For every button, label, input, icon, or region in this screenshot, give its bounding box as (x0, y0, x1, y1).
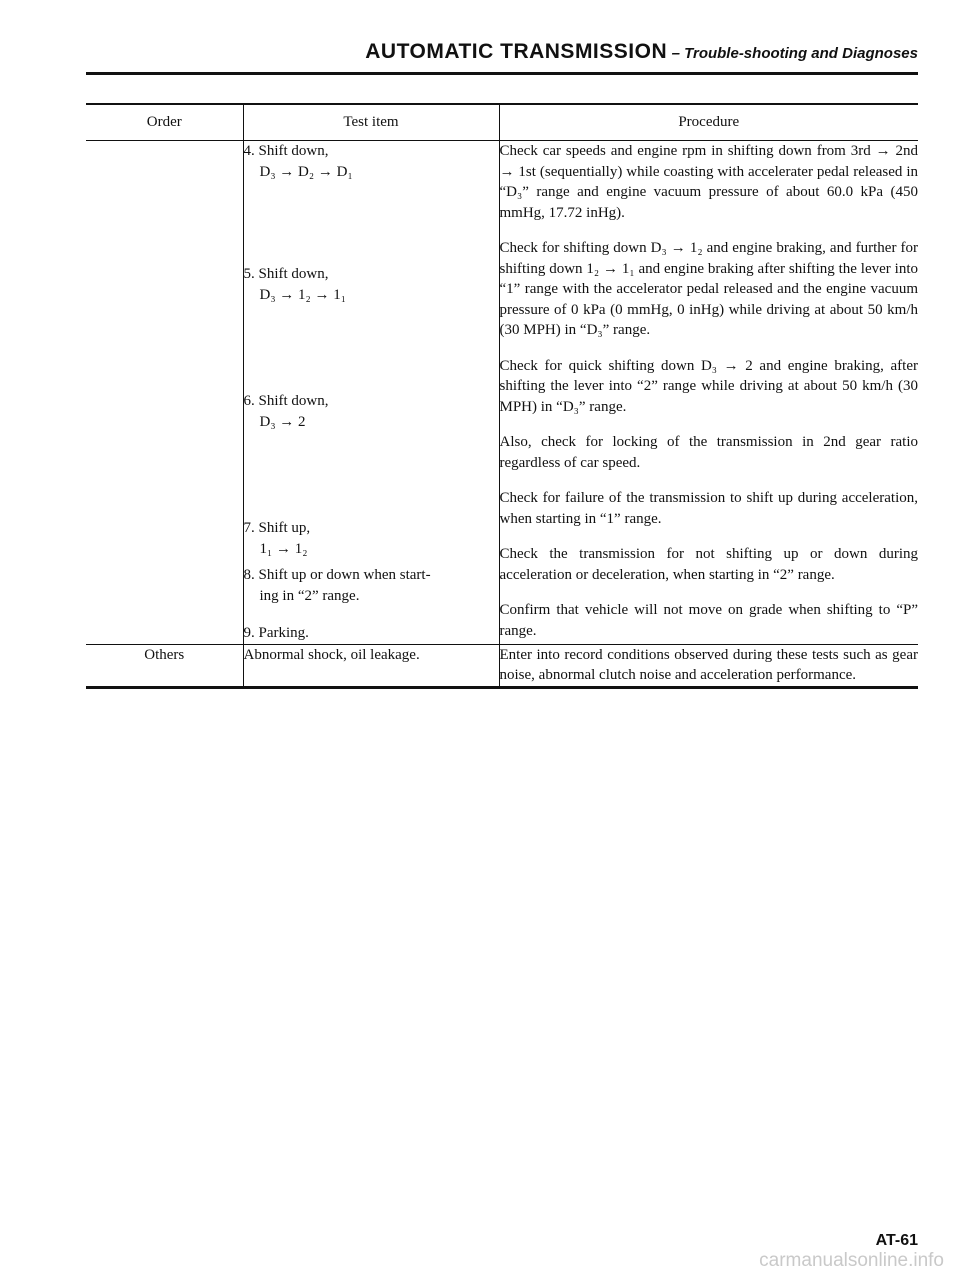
procedure-cell (499, 141, 918, 645)
test-item-sequence: D₃ → D₂ → D₁ (259, 163, 353, 180)
test-item (244, 565, 499, 606)
test-item (244, 141, 499, 182)
watermark: carmanualsonline.info (759, 1250, 944, 1271)
procedure-text: Check for shifting down D₃ → 1₂ and engine braking, and further for shifting down 1₂ → 1₁ and engine braking after shifting the lever into “1” range with the accelerator pedal released and the engine vacuum pressure of 0 kPa (0 mmHg, 0 inHg) while driving at about 50 km/h (30 MPH) in “D₃” range. (499, 240, 918, 338)
order-cell: Others (86, 644, 243, 687)
test-item-label: 7. Shift up, (243, 520, 311, 536)
test-item-sequence: 1₁ → 1₂ (259, 540, 308, 557)
table-row-others (86, 644, 918, 687)
procedure-cell: Enter into record conditions observed during these tests such as gear noise, abnormal clutch noise and acceleration performance. (499, 644, 918, 687)
header-rule (86, 72, 918, 75)
test-item-label: 5. Shift down, (243, 266, 329, 282)
section-title: AUTOMATIC TRANSMISSION (365, 40, 668, 63)
procedure-text: Check for failure of the transmission to shift up during acceleration, when starting in “1” range. (499, 490, 918, 527)
test-item-sequence: ing in “2” range. (259, 587, 360, 604)
test-item (244, 518, 499, 559)
test-item (244, 264, 499, 305)
procedure-text: Check the transmission for not shifting up or down during acceleration or deceleration, when starting in “2” range. (499, 546, 918, 583)
order-cell-empty (86, 141, 243, 645)
test-item-label: 9. Parking. (243, 625, 309, 641)
table-row (86, 141, 918, 645)
procedure-text: Check car speeds and engine rpm in shifting down from 3rd → 2nd → 1st (sequentially) while coasting with accelerater pedal released in “D₃” range and engine vacuum pressure of about 60.0 kPa (450 mmHg, 17.72 inHg). (499, 143, 918, 221)
test-item-label: 8. Shift up or down when start- (243, 567, 431, 583)
column-header-order: Order (86, 104, 243, 141)
procedure-text: Check for quick shifting down D₃ → 2 and engine braking, after shifting the lever into “2” range while driving at about 50 km/h (30 MPH) in “D₃” range. (499, 357, 918, 415)
test-item-cell (243, 141, 499, 645)
test-item-sequence: D₃ → 1₂ → 1₁ (259, 286, 347, 303)
test-item (244, 391, 499, 432)
page-header (86, 40, 918, 64)
table-header-row (86, 104, 918, 141)
test-item-label: 6. Shift down, (243, 393, 329, 409)
column-header-test-item: Test item (243, 104, 499, 141)
section-subtitle: – Trouble-shooting and Diagnoses (671, 45, 918, 62)
procedure-table (86, 103, 918, 689)
test-item (244, 623, 499, 644)
procedure-text: Confirm that vehicle will not move on grade when shifting to “P” range. (499, 602, 918, 639)
test-item-label: 4. Shift down, (243, 143, 329, 159)
test-item-sequence: D₃ → 2 (259, 413, 306, 430)
page-number: AT-61 (875, 1232, 918, 1249)
procedure-text: Also, check for locking of the transmission in 2nd gear ratio regardless of car speed. (499, 434, 918, 471)
column-header-procedure: Procedure (499, 104, 918, 141)
test-item-cell: Abnormal shock, oil leakage. (243, 644, 499, 687)
